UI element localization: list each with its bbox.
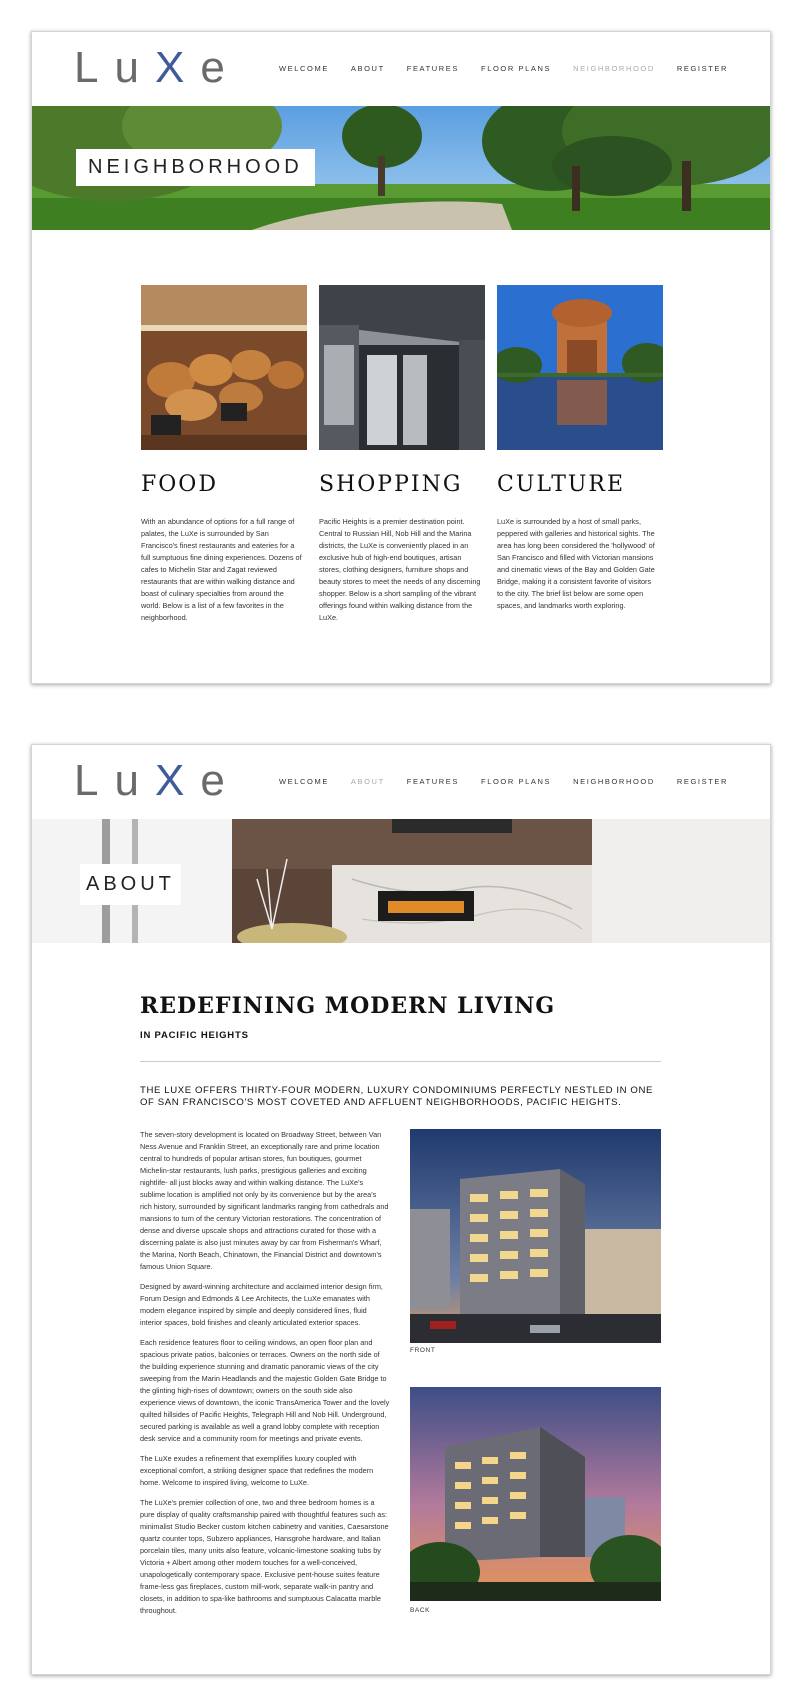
front-building-rendering bbox=[410, 1129, 661, 1343]
paragraph: Each residence features floor to ceiling windows, an open floor plan and spacious private patios, balconies or terraces. Owners on the north side of the building experience stunning and dramatic panoramic views of the city sweeping from the Marin Headlands and the majestic Golden Gate Bridge to the glinting high-rises of downtown; owners on the south side also experience views of downtown, the iconic TransAmerica Tower and the lovely quilted hillsides of Pacific Heights, Telegraph Hill and Nob Hill. Underground, secured parking is available as well a grand lobby complete with reception desk service and a community room for meetings and private events. bbox=[140, 1338, 390, 1443]
nav-welcome[interactable]: WELCOME bbox=[278, 777, 329, 786]
paragraph: The LuXe exudes a refinement that exemplifies luxury coupled with exceptional comfort, a striking designer space that redefines the modern home. Welcome to inspired living, welcome to LuXe. bbox=[140, 1454, 374, 1487]
interior-banner-image bbox=[32, 819, 770, 943]
neighborhood-page bbox=[31, 31, 771, 684]
nav-register[interactable]: REGISTER bbox=[676, 64, 728, 73]
back-caption: BACK bbox=[410, 1607, 431, 1614]
park-banner-image bbox=[32, 106, 770, 230]
back-building-rendering bbox=[410, 1387, 661, 1601]
shopping-text: Pacific Heights is a premier destination point. Central to Russian Hill, Nob Hill and the Marina districts, the LuXe is conveniently placed in an exclusive hub of high-end boutiques, artisan stores, clothing designers, furniture shops and beauty stores to meet the needs of any discerning shopper. Below is a short sampling of the vibrant offerings found within walking distance from the LuXe. bbox=[319, 517, 481, 622]
nav-about[interactable]: ABOUT bbox=[350, 64, 385, 73]
food-photo bbox=[141, 285, 307, 450]
paragraph: Designed by award-winning architecture and acclaimed interior design firm, Forum Design and Edmonds & Lee Architects, the LuXe emanates with modern elegance inspired by simple and deeply considered lines, fluid interior spaces, bold finishes and cleanly articulated exterior spaces. bbox=[140, 1282, 383, 1327]
culture-title: CULTURE bbox=[497, 472, 626, 497]
main-nav bbox=[279, 64, 728, 73]
nav-floor-plans[interactable]: FLOOR PLANS bbox=[481, 777, 552, 786]
lead-paragraph: THE LUXE OFFERS THIRTY-FOUR MODERN, LUXURY CONDOMINIUMS PERFECTLY NESTLED IN ONE OF SAN FRANCISCO'S MOST COVETED AND AFFLUENT NEIGHBORHOODS, PACIFIC HEIGHTS. bbox=[140, 1085, 654, 1108]
banner-title: ABOUT bbox=[80, 864, 181, 905]
luxe-logo[interactable]: LuXe bbox=[74, 43, 241, 92]
site-header bbox=[32, 745, 770, 819]
page-subheading: IN PACIFIC HEIGHTS bbox=[140, 1030, 249, 1041]
nav-neighborhood[interactable]: NEIGHBORHOOD bbox=[573, 64, 655, 73]
luxe-logo[interactable]: LuXe bbox=[74, 756, 241, 805]
nav-features[interactable]: FEATURES bbox=[406, 64, 460, 73]
paragraph: The seven-story development is located on Broadway Street, between Van Ness Avenue and Franklin Street, an exceptionally rare and prime location central to hundreds of popular artisan stores, fun boutiques, gourmet Michelin-star restaurants, lush parks, prestigious galleries and exciting nightlife- all just blocks away and within walking distance. The LuXe's sublime location is amplified not only by its convenience but by the area's rich history, surrounded by significant landmarks ranging from cathedrals and mansions to turn of the century Victorian restorations. The concentration of dense and diverse upscale shops and attractions curated for those with a discerning palate is also just minutes away by car from Fisherman's Wharf, the Marina, North Beach, Chinatown, the Financial District and downtown's famous Union Square. bbox=[140, 1130, 389, 1271]
main-nav bbox=[279, 777, 728, 786]
shopping-title: SHOPPING bbox=[319, 472, 463, 497]
shopping-photo bbox=[319, 285, 485, 450]
nav-about[interactable]: ABOUT bbox=[350, 777, 385, 786]
banner-title: NEIGHBORHOOD bbox=[76, 149, 315, 186]
nav-welcome[interactable]: WELCOME bbox=[278, 64, 329, 73]
nav-features[interactable]: FEATURES bbox=[406, 777, 460, 786]
food-text: With an abundance of options for a full range of palates, the LuXe is surrounded by San Francisco's finest restaurants and eateries for a full sumptuous fine dining experiences. Dozens of cafes to Michelin Star and Zagat reviewed restaurants that are within walking distance and boast of culinary specialties from around the world. Below is a list of a few favorites in the neighborhood. bbox=[141, 517, 302, 622]
culture-photo bbox=[497, 285, 663, 450]
site-header bbox=[32, 32, 770, 106]
about-page bbox=[31, 744, 771, 1675]
divider bbox=[140, 1061, 661, 1062]
culture-text: LuXe is surrounded by a host of small parks, peppered with galleries and historical sights. The area has long been considered the 'hollywood' of San Francisco and filled with Victorian mansions and cinematic views of the Bay and Golden Gate Bridge, making it a consistent favorite of visitors to the city. The brief list below are some open spaces, and landmarks worth exploring. bbox=[497, 517, 655, 610]
paragraph: The LuXe's premier collection of one, two and three bedroom homes is a pure display of quality craftsmanship paired with thoughtful features such as: minimalist Studio Becker custom kitchen cabinetry and vanities, Caesarstone quartz counter tops, Subzero appliances, Hansgrohe hardware, and Italian porcelain tiles, many units also feature, volcanic-limestone soaking tubs by Victoria + Albert among other modern touches for a well-conceived, unapologetically contemporary space. Exclusive pent-house suites feature frame-less gas fireplaces, custom mill-work, separate walk-in pantry and closets, in addition to spa-like bathrooms and sumptuous Calacatta marble throughout. bbox=[140, 1498, 389, 1615]
nav-neighborhood[interactable]: NEIGHBORHOOD bbox=[573, 777, 655, 786]
food-title: FOOD bbox=[141, 472, 218, 497]
page-heading: REDEFINING MODERN LIVING bbox=[140, 993, 556, 1019]
nav-floor-plans[interactable]: FLOOR PLANS bbox=[481, 64, 552, 73]
nav-register[interactable]: REGISTER bbox=[676, 777, 728, 786]
front-caption: FRONT bbox=[410, 1347, 436, 1354]
body-text bbox=[140, 1129, 390, 1625]
